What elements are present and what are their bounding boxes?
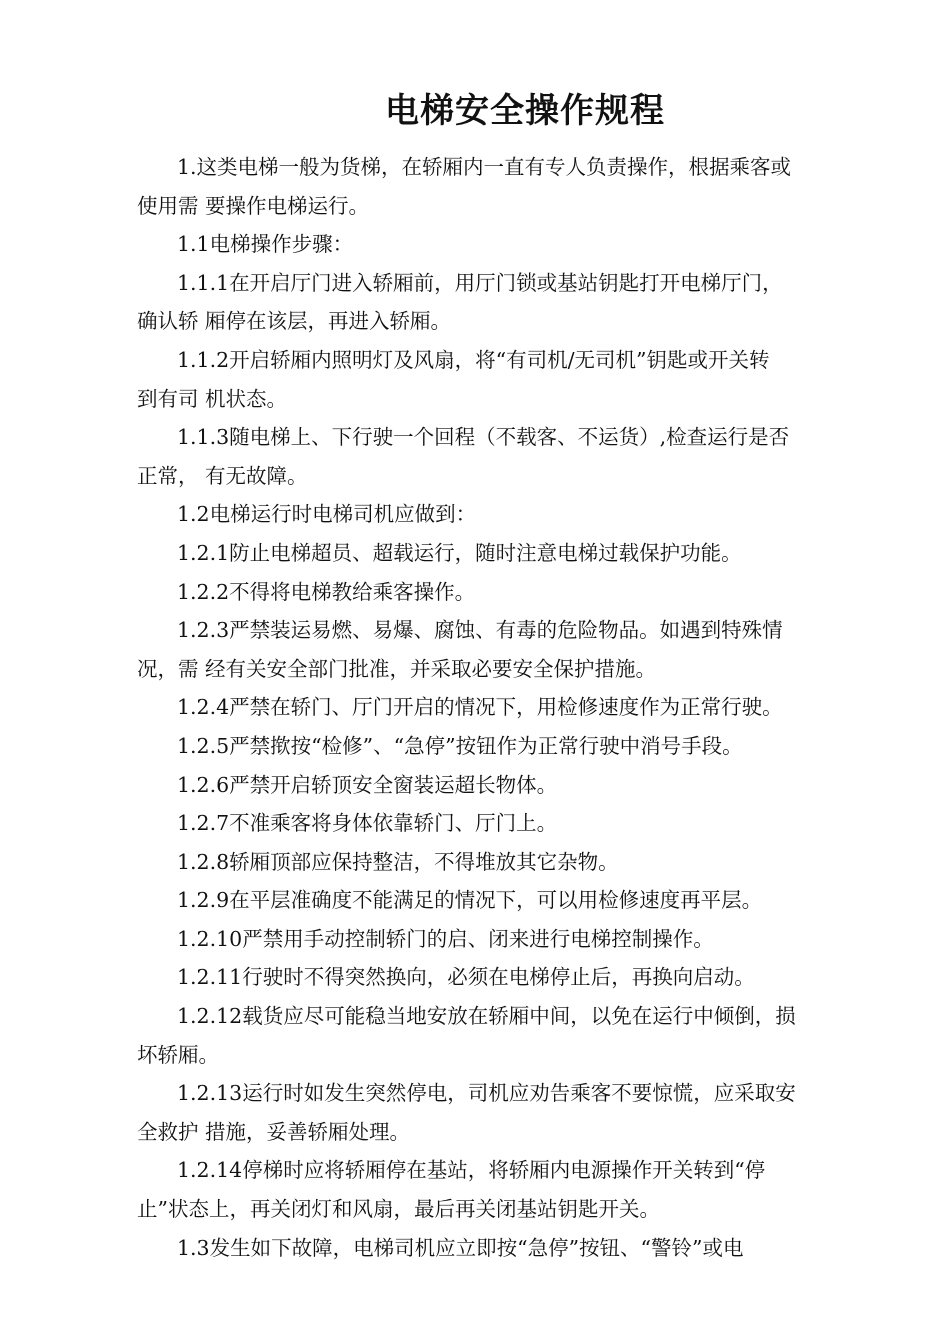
paragraph-line: 1.这类电梯一般为货梯，在轿厢内一直有专人负责操作，根据乘客或 (177, 155, 792, 179)
paragraph-line: 1.3发生如下故障，电梯司机应立即按“急停”按钮、“警铃”或电 (177, 1235, 744, 1260)
paragraph-line: 1.1.2开启轿厢内照明灯及风扇，将“有司机/无司机”钥匙或开关转 (177, 347, 770, 372)
paragraph-line: 1.2.1防止电梯超员、超载运行，随时注意电梯过载保护功能。 (177, 540, 742, 565)
paragraph-line: 1.2.10严禁用手动控制轿门的启、闭来进行电梯控制操作。 (177, 926, 714, 951)
paragraph-line: 使用需 要操作电梯运行。 (137, 193, 370, 218)
paragraph-line: 止”状态上，再关闭灯和风扇，最后再关闭基站钥匙开关。 (137, 1197, 660, 1222)
paragraph-line: 1.2.3严禁装运易燃、易爆、腐蚀、有毒的危险物品。如遇到特殊情 (177, 618, 783, 643)
paragraph-line: 1.2.11行驶时不得突然换向，必须在电梯停止后，再换向启动。 (177, 965, 755, 990)
paragraph-line: 1.2.7不准乘客将身体依靠轿门、厅门上。 (177, 811, 558, 836)
page-title: 电梯安全操作规程 (385, 91, 665, 131)
paragraph-line: 1.2.2不得将电梯教给乘客操作。 (177, 579, 476, 604)
paragraph-line: 1.1.1在开启厅门进入轿厢前，用厅门锁或基站钥匙打开电梯厅门， (177, 270, 783, 295)
paragraph-line: 1.2.9在平层准确度不能满足的情况下，可以用检修速度再平层。 (177, 888, 763, 913)
paragraph-line: 到有司 机状态。 (137, 386, 288, 411)
paragraph-line: 1.2.5严禁揿按“检修”、“急停”按钮作为正常行驶中消号手段。 (177, 733, 743, 758)
paragraph-line: 全救护 措施，妥善轿厢处理。 (137, 1119, 411, 1144)
paragraph-line: 1.2.12载货应尽可能稳当地安放在轿厢中间，以免在运行中倾倒，损 (177, 1004, 796, 1029)
paragraph-line: 正常， 有无故障。 (137, 463, 308, 488)
paragraph-line: 1.2.14停梯时应将轿厢停在基站，将轿厢内电源操作开关转到“停 (177, 1158, 766, 1183)
document-body (137, 148, 855, 1267)
paragraph-line: 1.2.6严禁开启轿顶安全窗装运超长物体。 (177, 772, 558, 797)
paragraph-line: 1.1.3随电梯上、下行驶一个回程（不载客、不运货）,检查运行是否 (177, 425, 790, 450)
paragraph-line: 况，需 经有关安全部门批准，并采取必要安全保护措施。 (137, 656, 657, 681)
paragraph-line: 1.1电梯操作步骤： (177, 232, 354, 257)
paragraph-line: 坏轿厢。 (137, 1042, 219, 1067)
paragraph-line: 确认轿 厢停在该层，再进入轿厢。 (137, 309, 452, 334)
paragraph-line: 1.2电梯运行时电梯司机应做到： (177, 502, 477, 527)
paragraph-line: 1.2.8轿厢顶部应保持整洁，不得堆放其它杂物。 (177, 849, 619, 874)
paragraph-line: 1.2.4严禁在轿门、厅门开启的情况下，用检修速度作为正常行驶。 (177, 695, 783, 720)
paragraph-line: 1.2.13运行时如发生突然停电，司机应劝告乘客不要惊慌，应采取安 (177, 1081, 796, 1106)
